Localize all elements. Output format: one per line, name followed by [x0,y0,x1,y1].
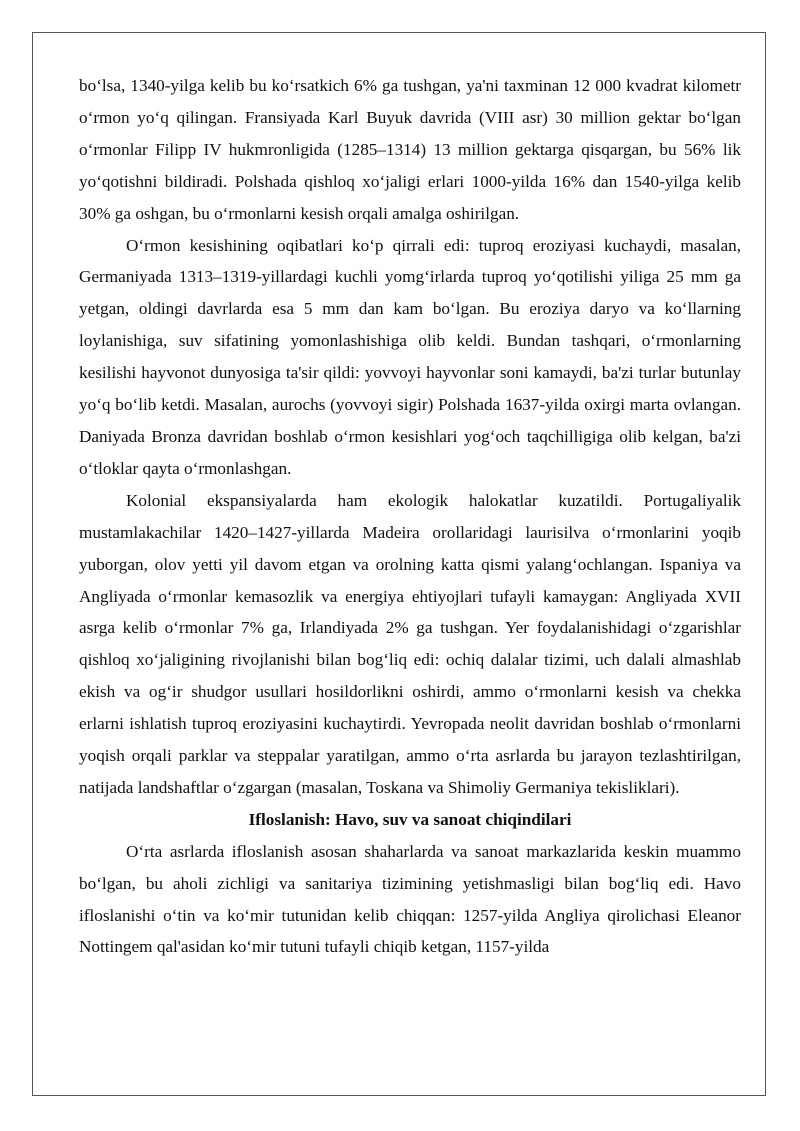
paragraph-4: O‘rta asrlarda ifloslanish asosan shaharlarda va sanoat markazlarida keskin muammo bo‘lgan, bu aholi zichligi va sanitariya tizimining yetishmasligi bilan bog‘liq edi. Havo ifloslanishi o‘tin va ko‘mir tutunidan kelib chiqqan: 1257-yilda Angliya qirolichasi Eleanor Nottingem qal'asidan ko‘mir tutuni tufayli chiqib ketgan, 1157-yilda [79,841,741,957]
section-heading: Ifloslanish: Havo, suv va sanoat chiqindilari [248,809,572,829]
paragraph-3: Kolonial ekspansiyalarda ham ekologik halokatlar kuzatildi. Portugaliyalik mustamlakachilar 1420–1427-yillarda Madeira orollaridagi laurisilva o‘rmonlarini yoqib yuborgan, olov yetti yil davom etgan va orolning katta qismi yalang‘ochlangan. Ispaniya va Angliyada o‘rmonlar kemasozlik va energiya ehtiyojlari tufayli kamaygan: Angliyada XVII asrga kelib o‘rmonlar 7% ga, Irlandiyada 2% ga tushgan. Yer foydalanishidagi o‘zgarishlar qishloq xo‘jaligining rivojlanishi bilan bog‘liq edi: ochiq dalalar tizimi, uch dalali almashlab ekish va og‘ir shudgor usullari hosildorlikni oshirdi, ammo o‘rmonlarni kesish va chekka erlarni ishlatish tuproq eroziyasini kuchaytirdi. Yevropada neolit davridan boshlab o‘rmonlarni yoqish orqali parklar va steppalar yaratilgan, ammo o‘rta asrlarda bu jarayon tezlashtirilgan, natijada landshaftlar o‘zgargan (masalan, Toskana va Shimoliy Germaniya tekisliklari). [79,490,741,797]
paragraph-2: O‘rmon kesishining oqibatlari ko‘p qirrali edi: tuproq eroziyasi kuchaydi, masalan, Germaniyada 1313–1319-yillardagi kuchli yomg‘irlarda tuproq yo‘qotilishi yiliga 25 mm ga yetgan, oldingi davrlarda esa 5 mm dan kam bo‘lgan. Bu eroziya daryo va ko‘llarning loylanishiga, suv sifatining yomonlashishiga olib keldi. Bundan tashqari, o‘rmonlarning kesilishi hayvonot dunyosiga ta'sir qildi: yovvoyi hayvonlar soni kamaydi, ba'zi turlar butunlay yo‘q bo‘lib ketdi. Masalan, aurochs (yovvoyi sigir) Polshada 1637-yilda oxirgi marta ovlangan. Daniyada Bronza davridan boshlab o‘rmon kesishlari yog‘och taqchilligiga olib kelgan, ba'zi o‘tloklar qayta o‘rmonlashgan. [79,235,741,478]
paragraph-1: bo‘lsa, 1340-yilga kelib bu ko‘rsatkich 6% ga tushgan, ya'ni taxminan 12 000 kvadrat kilometr o‘rmon yo‘q qilingan. Fransiyada Karl Buyuk davrida (VIII asr) 30 million gektar bo‘lgan o‘rmonlar Filipp IV hukmronligida (1285–1314) 13 million gektarga qisqargan, bu 56% lik yo‘qotishni bildiradi. Polshada qishloq xo‘jaligi erlari 1000-yilda 16% dan 1540-yilga kelib 30% ga oshgan, bu o‘rmonlarni kesish orqali amalga oshirilgan. [79,76,741,223]
document-body [79,70,741,963]
